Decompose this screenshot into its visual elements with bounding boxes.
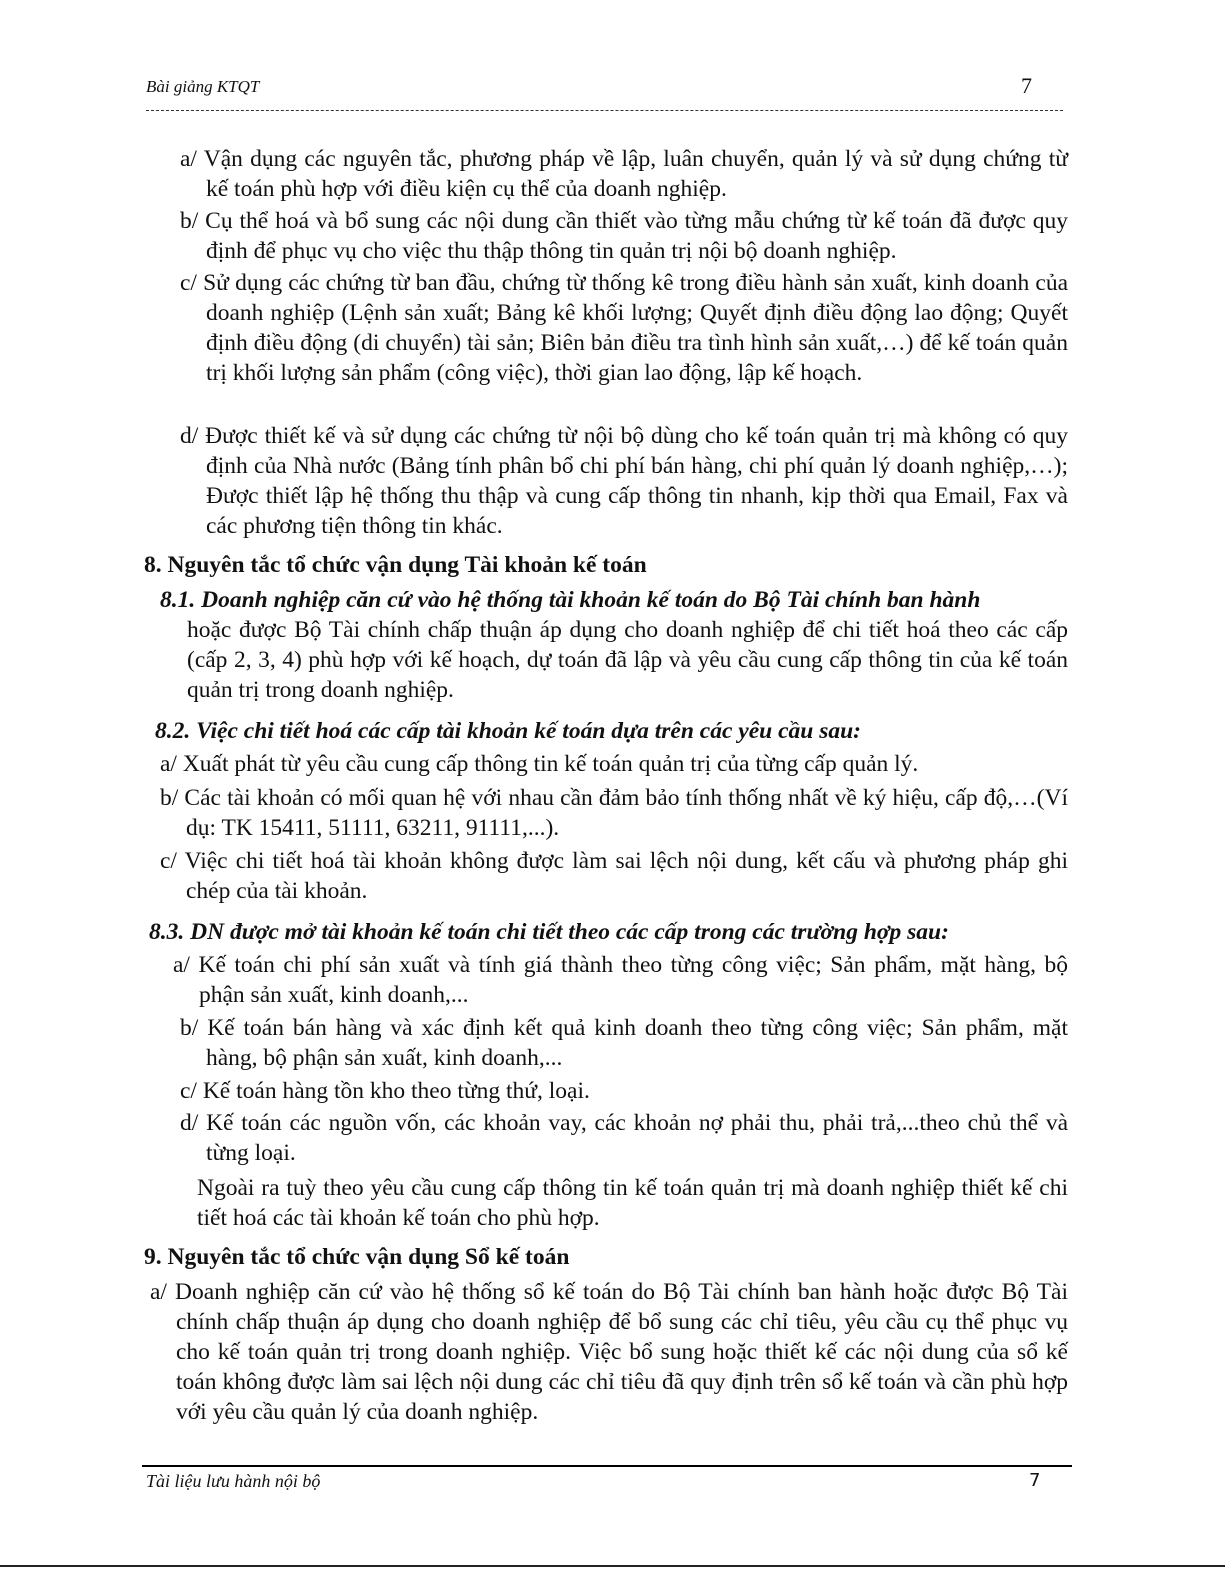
subsection-heading-8-2: 8.2. Việc chi tiết hoá các cấp tài khoản kế toán dựa trên các yêu cầu sau: (155, 718, 861, 744)
page-bottom-edge (0, 1565, 1225, 1567)
list-item: c/ Sử dụng các chứng từ ban đầu, chứng từ thống kê trong điều hành sản xuất, kinh doanh của doanh nghiệp (Lệnh sản xuất; Bảng kê khối lượng; Quyết định điều động lao động; Quyết định điều động (di chuyển) tài sản; Biên bản điều tra tình hình sản xuất,…) để kế toán quản trị khối lượng sản phẩm (công việc), thời gian lao động, lập kế hoạch. (180, 270, 1068, 386)
footer-divider (142, 1465, 1072, 1467)
list-item: a/ Kế toán chi phí sản xuất và tính giá thành theo từng công việc; Sản phẩm, mặt hàng, bộ phận sản xuất, kinh doanh,... (173, 952, 1068, 1008)
subsection-note-8-3: Ngoài ra tuỳ theo yêu cầu cung cấp thông tin kế toán quản trị mà doanh nghiệp thiết kế chi tiết hoá các tài khoản kế toán cho phù hợp. (197, 1175, 1068, 1231)
list-item: c/ Việc chi tiết hoá tài khoản không được làm sai lệch nội dung, kết cấu và phương pháp ghi chép của tài khoản. (160, 848, 1068, 904)
list-item: a/ Xuất phát từ yêu cầu cung cấp thông tin kế toán quản trị của từng cấp quản lý. (160, 751, 919, 777)
section-heading-8: 8. Nguyên tắc tổ chức vận dụng Tài khoản kế toán (144, 552, 647, 578)
list-item: c/ Kế toán hàng tồn kho theo từng thứ, loại. (180, 1078, 590, 1104)
list-item: b/ Các tài khoản có mối quan hệ với nhau cần đảm bảo tính thống nhất về ký hiệu, cấp độ,…(Ví dụ: TK 15411, 51111, 63211, 91111,...). (160, 785, 1068, 841)
list-item: b/ Cụ thể hoá và bổ sung các nội dung cần thiết vào từng mẫu chứng từ kế toán đã được quy định để phục vụ cho việc thu thập thông tin quản trị nội bộ doanh nghiệp. (180, 208, 1068, 264)
subsection-body-8-1: hoặc được Bộ Tài chính chấp thuận áp dụng cho doanh nghiệp để chi tiết hoá theo các cấp (cấp 2, 3, 4) phù hợp với kế hoạch, dự toán đã lập và yêu cầu cung cấp thông tin của kế toán quản trị trong doanh nghiệp. (187, 617, 1068, 703)
footer-title: Tài liệu lưu hành nội bộ (146, 1471, 321, 1491)
subsection-heading-8-3: 8.3. DN được mở tài khoản kế toán chi tiết theo các cấp trong các trường hợp sau: (149, 919, 949, 945)
section-heading-9: 9. Nguyên tắc tổ chức vận dụng Sổ kế toán (144, 1244, 570, 1270)
list-item: a/ Doanh nghiệp căn cứ vào hệ thống sổ kế toán do Bộ Tài chính ban hành hoặc được Bộ Tài chính chấp thuận áp dụng cho doanh nghiệp để bổ sung các chỉ tiêu, yêu cầu cụ thể phục vụ cho kế toán quản trị trong doanh nghiệp. Việc bổ sung hoặc thiết kế các nội dung của sổ kế toán không được làm sai lệch nội dung các chỉ tiêu đã quy định trên sổ kế toán và cần phù hợp với yêu cầu quản lý của doanh nghiệp. (150, 1279, 1068, 1425)
header-divider (146, 110, 1063, 111)
header-title: Bài giảng KTQT (146, 77, 260, 96)
subsection-heading-8-1: 8.1. Doanh nghiệp căn cứ vào hệ thống tài khoản kế toán do Bộ Tài chính ban hành (160, 587, 981, 613)
header-page-number: 7 (1021, 73, 1032, 98)
footer-page-number: 7 (1029, 1470, 1041, 1491)
list-item: b/ Kế toán bán hàng và xác định kết quả kinh doanh theo từng công việc; Sản phẩm, mặt hàng, bộ phận sản xuất, kinh doanh,... (180, 1015, 1068, 1071)
list-item: d/ Được thiết kế và sử dụng các chứng từ nội bộ dùng cho kế toán quản trị mà không có quy định của Nhà nước (Bảng tính phân bổ chi phí bán hàng, chi phí quản lý doanh nghiệp,…); Được thiết lập hệ thống thu thập và cung cấp thông tin nhanh, kịp thời qua Email, Fax và các phương tiện thông tin khác. (180, 423, 1068, 539)
list-item: a/ Vận dụng các nguyên tắc, phương pháp về lập, luân chuyển, quản lý và sử dụng chứng từ kế toán phù hợp với điều kiện cụ thể của doanh nghiệp. (180, 146, 1068, 202)
list-item: d/ Kế toán các nguồn vốn, các khoản vay, các khoản nợ phải thu, phải trả,...theo chủ thể và từng loại. (180, 1110, 1068, 1166)
